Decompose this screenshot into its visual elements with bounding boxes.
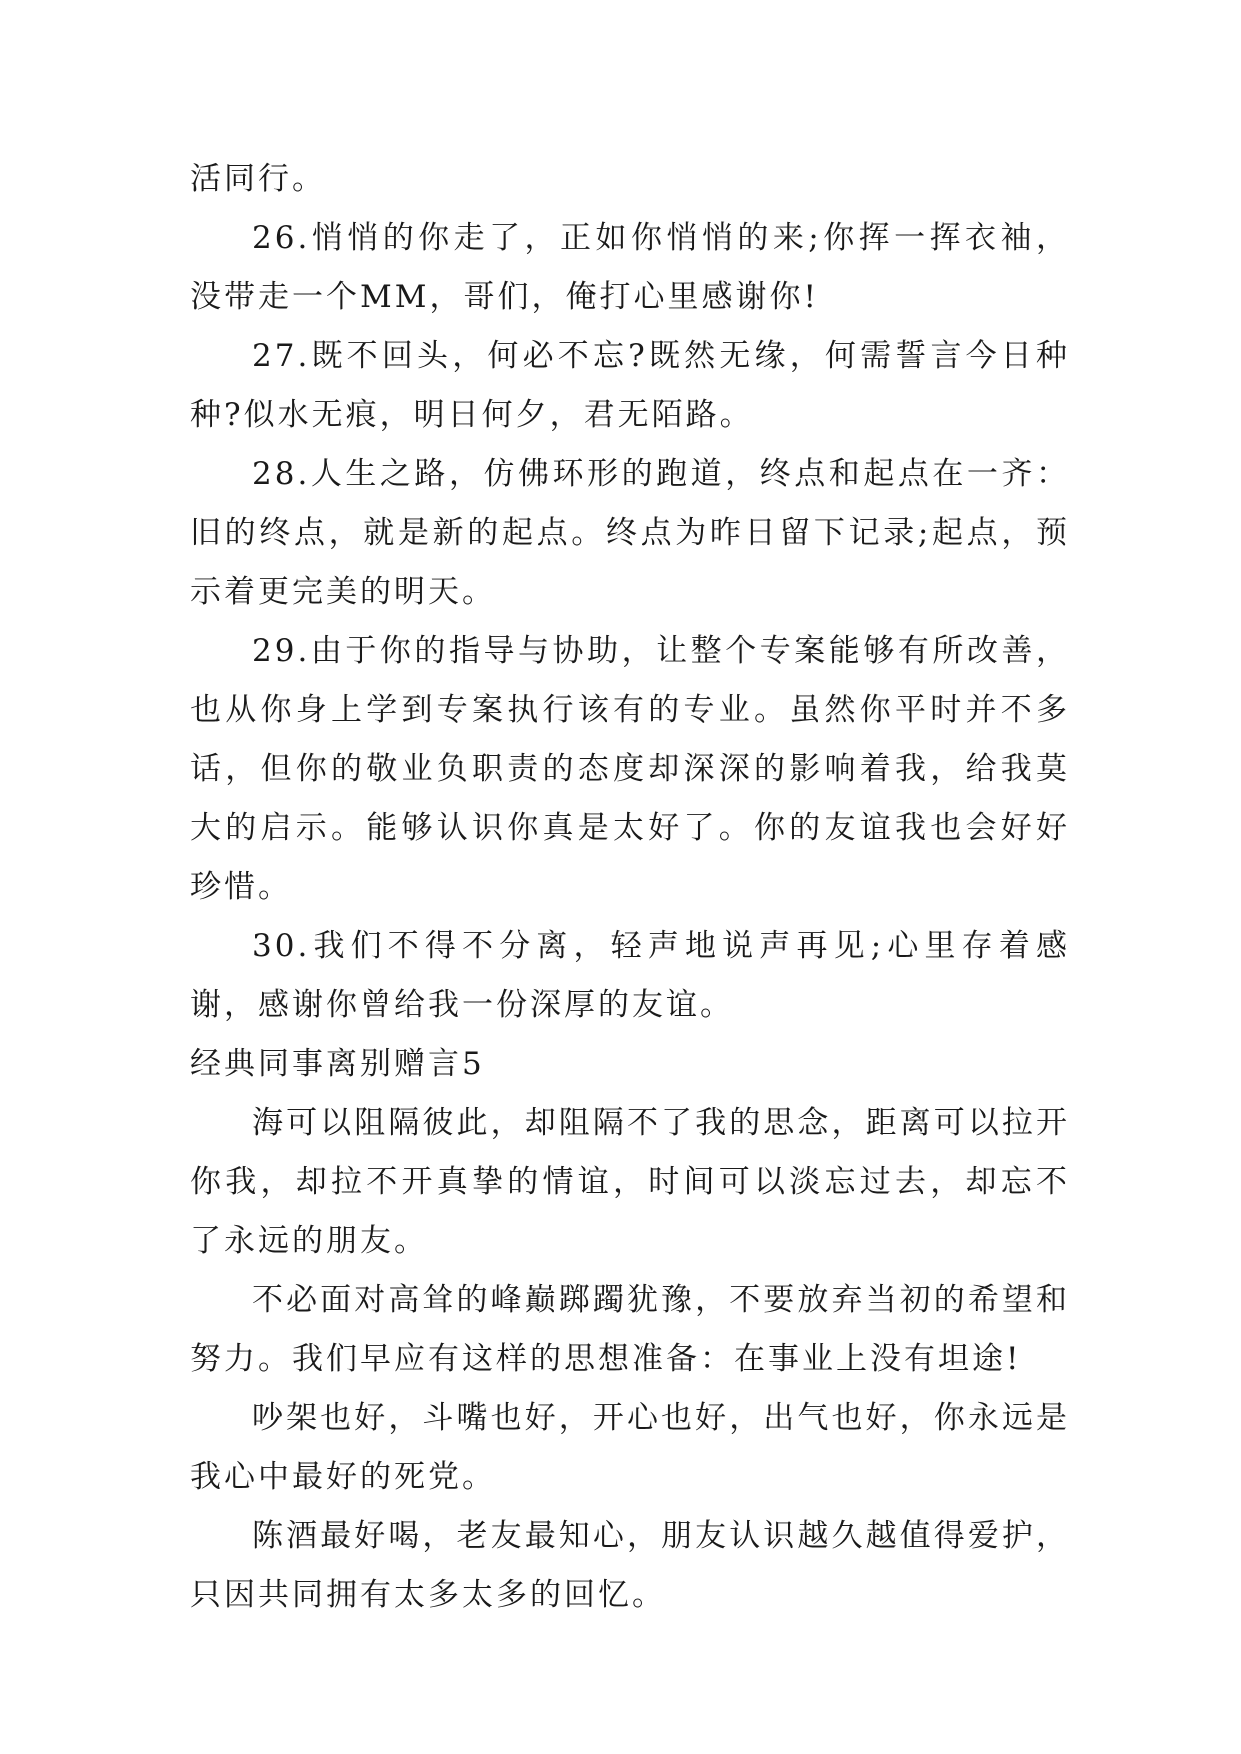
section-paragraph-4: 陈酒最好喝，老友最知心，朋友认识越久越值得爱护，只因共同拥有太多太多的回忆。 [190, 1518, 1070, 1613]
paragraph-26: 26.悄悄的你走了，正如你悄悄的来;你挥一挥衣袖，没带走一个MM，哥们，俺打心里感谢你! [190, 220, 1070, 315]
section-paragraph-1: 海可以阻隔彼此，却阻隔不了我的思念，距离可以拉开你我，却拉不开真挚的情谊，时间可以淡忘过去，却忘不了永远的朋友。 [190, 1105, 1070, 1259]
paragraph-28: 28.人生之路，仿佛环形的跑道，终点和起点在一齐：旧的终点，就是新的起点。终点为昨日留下记录;起点，预示着更完美的明天。 [190, 456, 1070, 610]
paragraph-27: 27.既不回头，何必不忘?既然无缘，何需誓言今日种种?似水无痕，明日何夕，君无陌路。 [190, 338, 1070, 433]
section-paragraph-3: 吵架也好，斗嘴也好，开心也好，出气也好，你永远是我心中最好的死党。 [190, 1400, 1070, 1495]
document-body [190, 150, 1070, 1625]
paragraph-continuation: 活同行。 [190, 161, 326, 197]
section-paragraph-2: 不必面对高耸的峰巅踯躅犹豫，不要放弃当初的希望和努力。我们早应有这样的思想准备：在事业上没有坦途! [190, 1282, 1070, 1377]
paragraph-29: 29.由于你的指导与协助，让整个专案能够有所改善，也从你身上学到专案执行该有的专业。虽然你平时并不多话，但你的敬业负职责的态度却深深的影响着我，给我莫大的启示。能够认识你真是太好了。你的友谊我也会好好珍惜。 [190, 633, 1070, 905]
paragraph-30: 30.我们不得不分离，轻声地说声再见;心里存着感谢，感谢你曾给我一份深厚的友谊。 [190, 928, 1070, 1023]
section-heading: 经典同事离别赠言5 [190, 1046, 485, 1082]
